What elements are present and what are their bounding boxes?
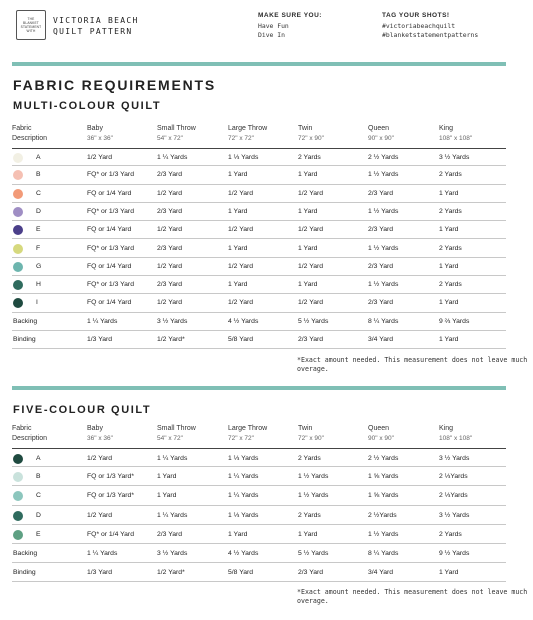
column-header-size: 72" x 72": [228, 135, 254, 142]
table-row: [12, 240, 506, 258]
table-cell: 2/3 Yard: [368, 299, 394, 307]
table-cell: 1 Yard: [157, 492, 177, 500]
column-header: [298, 124, 324, 144]
table-cell: 1 Yard: [439, 262, 459, 270]
table-cell: 5/8 Yard: [228, 336, 254, 343]
table-cell: 1 Yard: [298, 281, 318, 289]
column-header-size: 36" x 36": [87, 435, 113, 442]
hashtag: #victoriabeachquilt: [382, 22, 456, 30]
color-swatch: [13, 207, 23, 217]
fabric-label: A: [36, 154, 41, 161]
table-cell: 2/3 Yard: [368, 226, 394, 234]
table-row: [12, 448, 506, 467]
table-cell: 5 ½ Yards: [298, 550, 329, 557]
table-cell: 8 ¼ Yards: [368, 317, 399, 325]
table-cell: 3 ½ Yards: [439, 455, 470, 462]
table-cell: 3 ½ Yards: [439, 154, 470, 161]
table-cell: 1 Yard: [228, 244, 248, 252]
table-cell: 1/2 Yard*: [157, 336, 185, 343]
fabric-label: B: [36, 473, 41, 481]
table-cell: 1 ⅝ Yards: [368, 473, 399, 481]
table-cell: 3 ½ Yards: [157, 550, 188, 557]
column-header-name: Large Throw: [228, 125, 268, 132]
table-cell: 4 ½ Yards: [228, 317, 259, 325]
table-row: [12, 258, 506, 276]
table-cell: 1 ¼ Yards: [157, 511, 188, 519]
table-row: [12, 185, 506, 203]
column-header-size: 108" x 108": [439, 135, 473, 142]
table-cell: 1 ¼ Yards: [87, 550, 118, 557]
table-cell: 9 ⅔ Yards: [439, 317, 470, 325]
fabric-label: F: [36, 244, 41, 252]
column-header-size: 108" x 108": [439, 435, 473, 442]
table-cell: 2 ½ Yards: [368, 154, 399, 161]
table-cell: 8 ¼ Yards: [368, 550, 399, 557]
table-cell: 2 Yards: [298, 154, 321, 161]
column-header-size: 90" x 90": [368, 135, 394, 142]
table-row: [12, 563, 506, 582]
table-cell: 3 ½ Yards: [157, 317, 188, 325]
column-header-name: Fabric: [12, 425, 32, 432]
fabric-label: D: [36, 511, 41, 519]
table-cell: 2/3 Yard: [157, 530, 183, 538]
table-cell: 1 ½ Yards: [368, 530, 399, 538]
color-swatch: [13, 225, 23, 235]
color-swatch: [13, 530, 23, 540]
fabric-label: G: [36, 262, 42, 270]
table-cell: 1 ¼ Yards: [228, 492, 259, 500]
column-header-size: 90" x 90": [368, 435, 394, 442]
table-cell: FQ or 1/4 Yard: [87, 226, 132, 234]
table-cell: 4 ½ Yards: [228, 550, 259, 557]
section-title-five: FIVE-COLOUR QUILT: [13, 404, 152, 416]
column-header: [439, 424, 472, 444]
table-cell: 5/8 Yard: [228, 569, 254, 577]
column-header-size: 54" x 72": [157, 135, 183, 142]
table-row: [12, 276, 506, 294]
column-header: [368, 424, 394, 444]
table-cell: 1 Yard: [298, 171, 318, 179]
column-header-name: Baby: [87, 425, 103, 432]
table-row: [12, 294, 506, 312]
table-cell: 1 Yard: [157, 473, 177, 481]
section-title-multi: MULTI-COLOUR QUILT: [13, 100, 162, 112]
table-cell: 1/2 Yard*: [157, 569, 185, 577]
fabric-label: C: [36, 189, 41, 197]
table-cell: 1/2 Yard: [228, 299, 254, 307]
table-cell: 1 ⅝ Yards: [368, 492, 399, 500]
table-cell: 1 ¼ Yards: [157, 154, 188, 161]
table-row: [12, 486, 506, 505]
column-header: [368, 124, 394, 144]
table-row: [12, 203, 506, 221]
table-cell: 2/3 Yard: [368, 189, 394, 197]
table-cell: 1 ½ Yards: [368, 207, 399, 215]
column-header-size: 72" x 72": [228, 435, 254, 442]
table-cell: 1 ½ Yards: [368, 281, 399, 289]
fabric-label: I: [36, 299, 38, 307]
column-header-name: Baby: [87, 125, 103, 132]
table-cell: 2 ½Yards: [368, 511, 397, 519]
column-header-name: Fabric: [12, 125, 32, 132]
column-header-name: Small Throw: [157, 125, 196, 132]
table-cell: 5 ½ Yards: [298, 317, 329, 325]
fabric-label: Binding: [13, 569, 36, 577]
color-swatch: [13, 454, 23, 464]
column-header: [12, 424, 47, 444]
table-cell: 3/4 Yard: [368, 336, 394, 343]
table-cell: 1/2 Yard: [157, 299, 183, 307]
table-cell: 1/2 Yard: [157, 226, 183, 234]
table-cell: 2/3 Yard: [157, 244, 183, 252]
table-cell: 1 Yard: [439, 189, 459, 197]
footnote: *Exact amount needed. This measurement does not leave much overage.: [297, 356, 528, 373]
table-cell: 2/3 Yard: [157, 171, 183, 179]
column-header: [439, 124, 472, 144]
column-header-size: 72" x 90": [298, 435, 324, 442]
table-cell: 1 ¼ Yards: [228, 473, 259, 481]
column-header-size: 36" x 36": [87, 135, 113, 142]
footnote: *Exact amount needed. This measurement does not leave much overage.: [297, 588, 528, 605]
table-cell: 9 ½ Yards: [439, 550, 470, 557]
table-cell: 1 Yard: [298, 530, 318, 538]
table-cell: 1/2 Yard: [157, 189, 183, 197]
table-row: [12, 331, 506, 349]
table-cell: 2 Yards: [439, 281, 462, 289]
fabric-label: Binding: [13, 336, 36, 343]
table-cell: 1 Yard: [439, 226, 459, 234]
table-cell: 1 Yard: [228, 171, 248, 179]
divider-bar: [12, 386, 506, 390]
table-cell: 1 Yard: [439, 336, 459, 343]
table-cell: 3 ½ Yards: [439, 511, 470, 519]
table-cell: 2 Yards: [439, 530, 462, 538]
column-header: [228, 124, 267, 144]
color-swatch: [13, 244, 23, 254]
table-cell: 1/2 Yard: [298, 299, 324, 307]
table-cell: 1/2 Yard: [87, 154, 113, 161]
table-cell: 1 ¼ Yards: [87, 317, 118, 325]
table-cell: 3/4 Yard: [368, 569, 394, 577]
table-cell: 1/2 Yard: [228, 226, 254, 234]
table-cell: 2/3 Yard: [157, 207, 183, 215]
table-cell: 1/2 Yard: [298, 226, 324, 234]
table-cell: 1 ⅓ Yards: [228, 455, 259, 462]
table-cell: 2 ⅓Yards: [439, 473, 468, 481]
color-swatch: [13, 170, 23, 180]
column-header: [87, 124, 113, 144]
table-row: [12, 467, 506, 486]
column-header-name: Queen: [368, 425, 390, 432]
make-sure-item: Dive In: [258, 31, 285, 39]
table-cell: 1 Yard: [228, 207, 248, 215]
table-cell: 1 Yard: [228, 281, 248, 289]
table-cell: 2 ½ Yards: [368, 455, 399, 462]
color-swatch: [13, 280, 23, 290]
color-swatch: [13, 153, 23, 163]
fabric-label: B: [36, 171, 41, 179]
table-cell: FQ* or 1/3 Yard: [87, 281, 134, 289]
column-header-size: 72" x 90": [298, 135, 324, 142]
table-row: [12, 148, 506, 166]
column-header-name: King: [439, 125, 454, 132]
fabric-label: E: [36, 530, 41, 538]
table-cell: FQ* or 1/3 Yard: [87, 207, 134, 215]
column-header: [87, 424, 113, 444]
hashtag: #blanketstatementpatterns: [382, 31, 479, 39]
table-cell: 2 Yards: [298, 455, 321, 462]
table-cell: 2/3 Yard: [298, 569, 324, 577]
divider-bar: [12, 62, 506, 66]
table-cell: 2 Yards: [439, 207, 462, 215]
fabric-label: Backing: [13, 550, 38, 557]
logo-text: THE BLANKET STATEMENT WITH: [20, 17, 42, 33]
tag-block: [382, 12, 478, 40]
table-row: [12, 525, 506, 544]
column-header-name: Twin: [298, 125, 313, 132]
table-cell: 1 Yard: [439, 299, 459, 307]
color-swatch: [13, 511, 23, 521]
table-cell: 1/2 Yard: [228, 189, 254, 197]
table-cell: FQ or 1/3 Yard*: [87, 473, 134, 481]
table-row: [12, 544, 506, 563]
table-cell: 1/3 Yard: [87, 336, 113, 343]
column-header: [228, 424, 267, 444]
make-sure-heading: MAKE SURE YOU:: [258, 12, 322, 19]
fabric-label: E: [36, 226, 41, 234]
fabric-label: A: [36, 455, 41, 462]
table-row: [12, 313, 506, 331]
table-cell: FQ or 1/4 Yard: [87, 262, 132, 270]
table-cell: 1/2 Yard: [228, 262, 254, 270]
table-cell: 2/3 Yard: [157, 281, 183, 289]
table-cell: 1 ½ Yards: [298, 492, 329, 500]
table-cell: 1/2 Yard: [87, 511, 113, 519]
table-cell: 2/3 Yard: [298, 336, 324, 343]
column-header-size: Description: [12, 435, 48, 442]
table-cell: 1 ½ Yards: [298, 473, 329, 481]
table-cell: 1/2 Yard: [157, 262, 183, 270]
column-header: [12, 124, 47, 144]
table-cell: FQ* or 1/3 Yard: [87, 171, 134, 179]
column-header-size: 54" x 72": [157, 435, 183, 442]
page-title: FABRIC REQUIREMENTS: [13, 77, 216, 93]
table-cell: FQ or 1/3 Yard*: [87, 492, 134, 500]
table-cell: 1/2 Yard: [298, 189, 324, 197]
color-swatch: [13, 189, 23, 199]
table-cell: 2 Yards: [439, 171, 462, 179]
color-swatch: [13, 262, 23, 272]
column-header-name: Queen: [368, 125, 390, 132]
table-cell: 2 Yards: [298, 511, 321, 519]
table-cell: 2/3 Yard: [368, 262, 394, 270]
table-cell: 1 ½ Yards: [368, 244, 399, 252]
column-header-size: Description: [12, 135, 48, 142]
color-swatch: [13, 472, 23, 482]
table-row: [12, 221, 506, 239]
table-row: [12, 166, 506, 184]
column-header-name: King: [439, 425, 454, 432]
column-header: [157, 424, 196, 444]
color-swatch: [13, 491, 23, 501]
table-cell: FQ* or 1/3 Yard: [87, 244, 134, 252]
make-sure-item: Have Fun: [258, 22, 289, 30]
brand-logo: [16, 10, 46, 40]
table-cell: 1 ⅓ Yards: [228, 511, 259, 519]
column-header-name: Twin: [298, 425, 313, 432]
table-cell: 1 ¼ Yards: [157, 455, 188, 462]
table-cell: 1/2 Yard: [298, 262, 324, 270]
fabric-label: D: [36, 207, 41, 215]
table-cell: 1/2 Yard: [87, 455, 113, 462]
table-row: [12, 506, 506, 525]
table-cell: 1 Yard: [439, 569, 459, 577]
color-swatch: [13, 298, 23, 308]
fabric-label: H: [36, 281, 41, 289]
table-cell: 1 Yard: [298, 207, 318, 215]
table-cell: 1 Yard: [228, 530, 248, 538]
pattern-title: VICTORIA BEACH QUILT PATTERN: [53, 16, 139, 36]
table-cell: FQ* or 1/4 Yard: [87, 530, 134, 538]
column-header-name: Small Throw: [157, 425, 196, 432]
make-sure-block: [258, 12, 322, 40]
table-cell: 1 Yard: [298, 244, 318, 252]
table-cell: FQ or 1/4 Yard: [87, 189, 132, 197]
column-header-name: Large Throw: [228, 425, 268, 432]
table-cell: 2 Yards: [439, 244, 462, 252]
table-cell: 1 ½ Yards: [368, 171, 399, 179]
page-header: [0, 0, 533, 60]
column-header: [298, 424, 324, 444]
table-cell: 1/3 Yard: [87, 569, 113, 577]
table-cell: 1 ⅓ Yards: [228, 154, 259, 161]
fabric-label: Backing: [13, 317, 38, 325]
fabric-label: C: [36, 492, 41, 500]
table-cell: 2 ⅓Yards: [439, 492, 468, 500]
table-cell: FQ or 1/4 Yard: [87, 299, 132, 307]
tag-heading: TAG YOUR SHOTS!: [382, 12, 450, 19]
column-header: [157, 124, 196, 144]
